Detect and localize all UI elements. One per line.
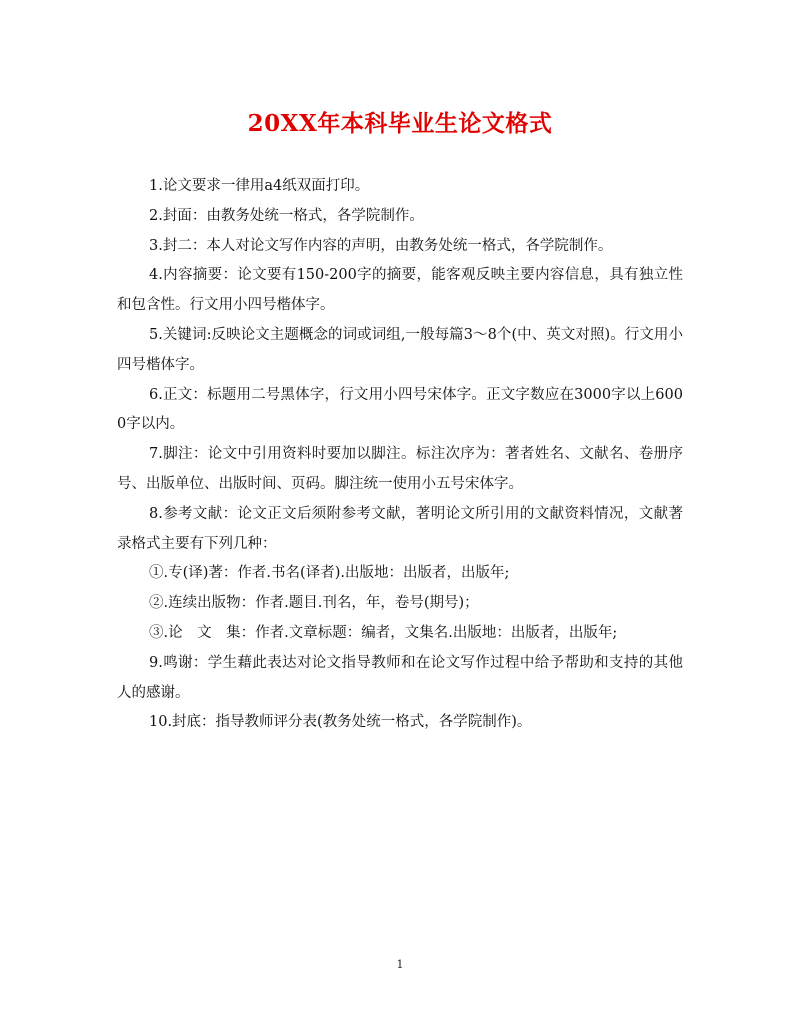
paragraph-1: 1.论文要求一律用a4纸双面打印。 — [149, 178, 370, 194]
reference-format-1: ①.专(译)著：作者.书名(译者).出版地：出版者，出版年; — [149, 565, 510, 582]
paragraph-7: 7.脚注：论文中引用资料时要加以脚注。标注次序为：著者姓名、文献名、卷册序号、出版单位、出版时间、页码。脚注统一使用小五号宋体字。 — [117, 446, 683, 492]
paragraph-2: 2.封面：由教务处统一格式，各学院制作。 — [149, 207, 424, 224]
paragraph-9: 9.鸣谢：学生藉此表达对论文指导教师和在论文写作过程中给予帮助和支持的其他人的感谢。 — [117, 654, 683, 701]
paragraph-8: 8.参考文献：论文正文后须附参考文献，著明论文所引用的文献资料情况，文献著录格式主要有下列几种： — [117, 505, 683, 552]
paragraph-3: 3.封二：本人对论文写作内容的声明，由教务处统一格式，各学院制作。 — [149, 237, 613, 254]
paragraph-4: 4.内容摘要：论文要有150-200字的摘要，能客观反映主要内容信息，具有独立性和包含性。行文用小四号楷体字。 — [117, 267, 683, 314]
document-body — [117, 172, 683, 738]
paragraph-5: 5.关键词:反映论文主题概念的词或词组,一般每篇3～8个(中、英文对照)。行文用小四号楷体字。 — [117, 326, 683, 373]
paragraph-10: 10.封底：指导教师评分表(教务处统一格式，各学院制作)。 — [149, 714, 532, 731]
document-title: 20XX年本科毕业生论文格式 — [247, 110, 553, 137]
reference-format-2: ②.连续出版物：作者.题目.刊名，年，卷号(期号)； — [149, 595, 479, 612]
page-number: 1 — [396, 958, 404, 971]
reference-format-3: ③.论 文 集：作者.文章标题：编者，文集名.出版地：出版者，出版年; — [149, 624, 618, 641]
paragraph-6: 6.正文：标题用二号黑体字，行文用小四号宋体字。正文字数应在3000字以上6000字以内。 — [117, 386, 683, 433]
